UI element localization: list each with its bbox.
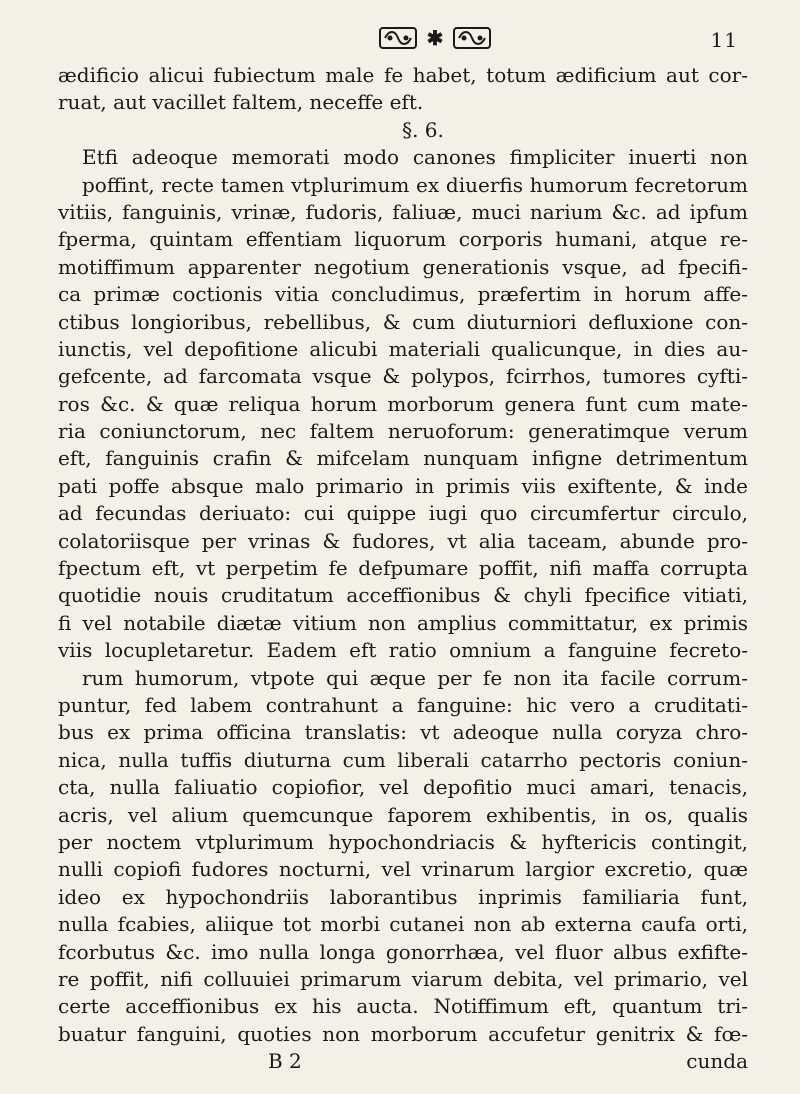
- text-line: rum humorum, vtpote qui æque per fe non ita facile corrum-: [82, 665, 748, 690]
- text-line: ca primæ coctionis vitia concludimus, præfertim in horum affe-: [58, 282, 748, 307]
- right-ornament-icon: [453, 27, 491, 49]
- text-line: per noctem vtplurimum hypochondriacis & hyftericis contingit,: [58, 829, 748, 854]
- text-line: nica, nulla tuffis diuturna cum liberali catarrho pectoris coniun-: [58, 747, 748, 772]
- text-line: quotidie nouis cruditatum acceffionibus & chyli fpecifice vitiati,: [58, 583, 748, 608]
- signature-mark: B 2: [268, 1049, 302, 1074]
- page-number: 11: [710, 28, 738, 52]
- body-text: [58, 62, 748, 1075]
- text-line: re poffit, nifi colluuiei primarum viarum debita, vel primario, vel: [58, 966, 748, 991]
- text-line: poffint, recte tamen vtplurimum ex diuerfis humorum fecretorum: [82, 172, 748, 197]
- catchword: cunda: [686, 1049, 748, 1074]
- text-line: motiffimum apparenter negotium generationis vsque, ad fpecifi-: [58, 254, 748, 279]
- text-line: ros &c. & quæ reliqua horum morborum genera funt cum mate-: [58, 391, 748, 416]
- text-line: iunctis, vel depofitione alicubi materiali qualicunque, in dies au-: [58, 336, 748, 361]
- text-line: ideo ex hypochondriis laborantibus inprimis familiaria funt,: [58, 884, 748, 909]
- text-line: viis locupletaretur. Eadem eft ratio omnium a fanguine fecreto-: [58, 638, 748, 663]
- text-line: colatoriisque per vrinas & fudores, vt alia taceam, abunde pro-: [58, 528, 748, 553]
- text-line: ctibus longioribus, rebellibus, & cum diuturniori defluxione con-: [58, 309, 748, 334]
- text-line: nulla fcabies, aliique tot morbi cutanei non ab externa caufa orti,: [58, 912, 748, 937]
- text-line: buatur fanguini, quoties non morborum accufetur genitrix & fœ-: [58, 1021, 748, 1046]
- star-ornament-icon: ✱: [426, 26, 444, 50]
- text-line: ruat, aut vacillet faltem, neceffe eft.: [58, 90, 424, 115]
- text-line: ad fecundas deriuato: cui quippe iugi quo circumfertur circulo,: [58, 501, 748, 526]
- text-line: acris, vel alium quemcunque faporem exhibentis, in os, qualis: [58, 802, 748, 827]
- text-line: puntur, fed labem contrahunt a fanguine: hic vero a cruditati-: [58, 692, 748, 717]
- text-line: fpectum eft, vt perpetim fe defpumare poffit, nifi maffa corrupta: [58, 556, 748, 581]
- text-line: ria coniunctorum, nec faltem neruoforum: generatimque verum: [58, 419, 748, 444]
- left-ornament-icon: [379, 27, 417, 49]
- text-line: ædificio alicui fubiectum male fe habet, totum ædificium aut cor-: [58, 63, 748, 87]
- text-line: pati poffe absque malo primario in primis viis exiftente, & inde: [58, 473, 748, 498]
- page-header: [0, 20, 800, 60]
- text-line: vitiis, fanguinis, vrinæ, fudoris, faliuæ, muci narium &c. ad ipfum: [58, 199, 748, 224]
- header-ornaments: [350, 26, 520, 50]
- text-line: eft, fanguinis crafin & mifcelam nunquam infigne detrimentum: [58, 446, 748, 471]
- text-line: bus ex prima officina translatis: vt adeoque nulla coryza chro-: [58, 720, 748, 745]
- text-line: cta, nulla faliuatio copiofior, vel depofitio muci amari, tenacis,: [58, 775, 748, 800]
- text-line: fperma, quintam effentiam liquorum corporis humani, atque re-: [58, 227, 748, 252]
- text-line: fcorbutus &c. imo nulla longa gonorrhæa, vel fluor albus exfifte-: [58, 939, 748, 964]
- section-heading: §. 6.: [402, 117, 444, 142]
- text-line: fi vel notabile diætæ vitium non amplius committatur, ex primis: [58, 610, 748, 635]
- text-line: gefcente, ad farcomata vsque & polypos, fcirrhos, tumores cyfti-: [58, 364, 748, 389]
- text-line: Etfi adeoque memorati modo canones fimpliciter inuerti non: [82, 145, 748, 170]
- page-footer: [58, 1048, 748, 1075]
- text-line: certe acceffionibus ex his aucta. Notiffimum eft, quantum tri-: [58, 994, 748, 1019]
- text-line: nulli copiofi fudores nocturni, vel vrinarum largior excretio, quæ: [58, 857, 748, 882]
